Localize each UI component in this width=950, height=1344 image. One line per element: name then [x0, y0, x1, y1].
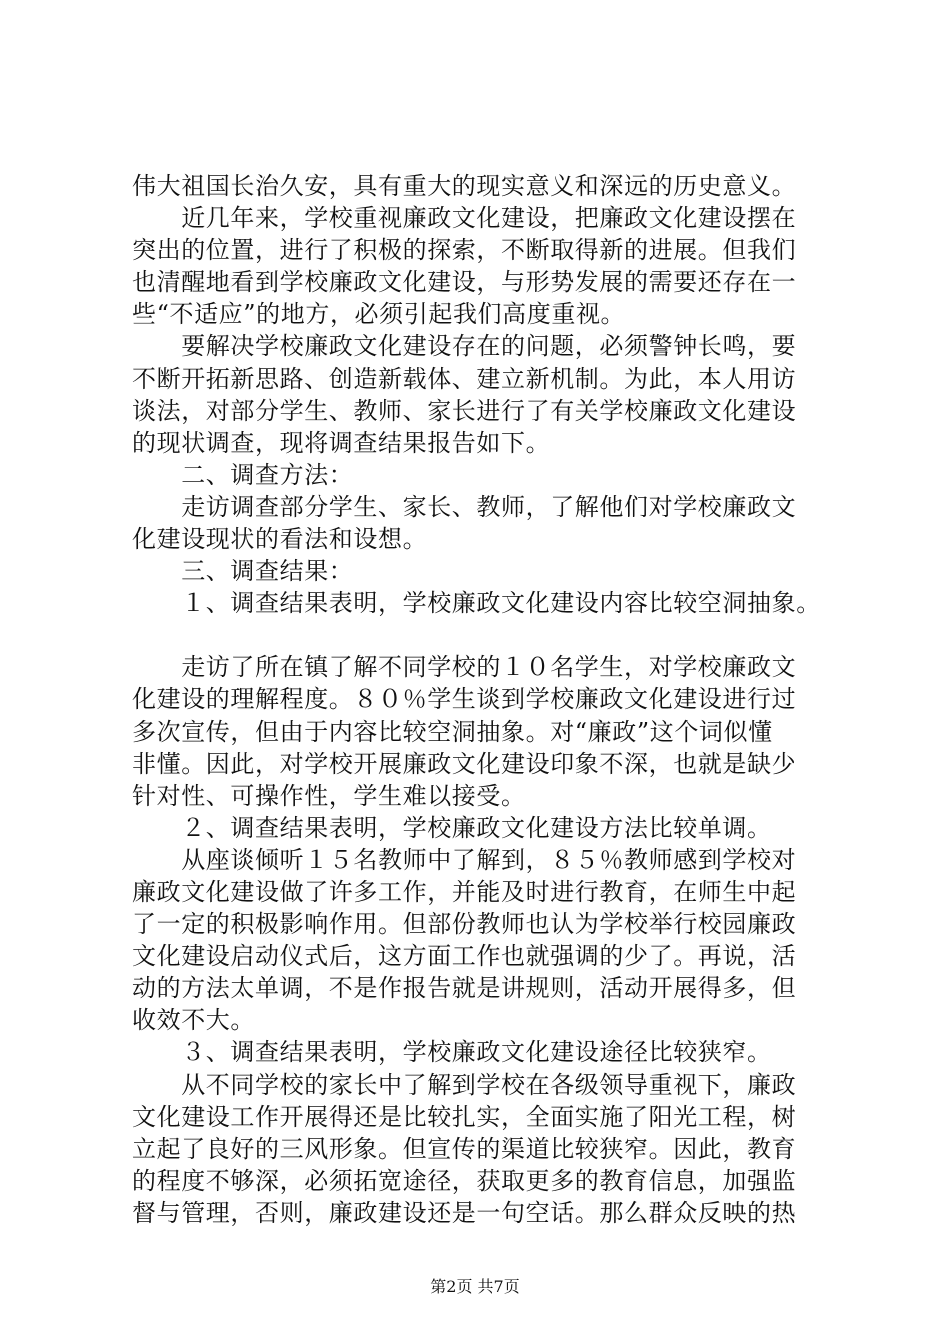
page-number-label: 第2页 共7页 [430, 1277, 520, 1296]
text-line: 从座谈倾听１５名教师中了解到，８５％教师感到学校对 [132, 845, 797, 874]
text-line: 三、调查结果： [132, 557, 354, 586]
text-line: 立起了良好的三风形象。但宣传的渠道比较狭窄。因此，教育 [132, 1134, 797, 1163]
text-line: 谈法，对部分学生、教师、家长进行了有关学校廉政文化建设 [132, 396, 797, 425]
text-line: 督与管理，否则，廉政建设还是一句空话。那么群众反映的热 [132, 1198, 797, 1227]
text-line: 的程度不够深，必须拓宽途径，获取更多的教育信息，加强监 [132, 1166, 797, 1195]
text-line: 走访了所在镇了解不同学校的１０名学生，对学校廉政文 [132, 653, 797, 682]
text-line: 突出的位置，进行了积极的探索，不断取得新的进展。但我们 [132, 236, 797, 265]
text-line: 收效不大。 [132, 1006, 255, 1035]
text-line: 些“不适应”的地方，必须引起我们高度重视。 [132, 300, 626, 329]
text-line: 走访调查部分学生、家长、教师，了解他们对学校廉政文 [132, 492, 797, 521]
text-line: 也清醒地看到学校廉政文化建设，与形势发展的需要还存在一 [132, 268, 797, 297]
text-line: 动的方法太单调，不是作报告就是讲规则，活动开展得多，但 [132, 974, 797, 1003]
text-line: 非懂。因此，对学校开展廉政文化建设印象不深，也就是缺少 [132, 749, 797, 778]
text-line: 针对性、可操作性，学生难以接受。 [132, 781, 526, 810]
text-line: 了一定的积极影响作用。但部份教师也认为学校举行校园廉政 [132, 910, 797, 939]
text-line: 的现状调查，现将调查结果报告如下。 [132, 428, 551, 457]
text-line: 从不同学校的家长中了解到学校在各级领导重视下，廉政 [132, 1070, 797, 1099]
text-line: 文化建设启动仪式后，这方面工作也就强调的少了。再说，活 [132, 942, 797, 971]
text-line: 化建设的理解程度。８０％学生谈到学校廉政文化建设进行过 [132, 685, 797, 714]
text-line: 多次宣传，但由于内容比较空洞抽象。对“廉政”这个词似懂 [132, 717, 773, 746]
text-line: 近几年来，学校重视廉政文化建设，把廉政文化建设摆在 [132, 204, 797, 233]
body-text [132, 170, 822, 1229]
text-line: 伟大祖国长治久安，具有重大的现实意义和深远的历史意义。 [132, 172, 797, 200]
text-line: 不断开拓新思路、创造新载体、建立新机制。为此，本人用访 [132, 364, 797, 393]
text-line: 廉政文化建设做了许多工作，并能及时进行教育，在师生中起 [132, 877, 797, 906]
page-footer [0, 1274, 950, 1297]
text-line: 要解决学校廉政文化建设存在的问题，必须警钟长鸣，要 [132, 332, 797, 361]
text-line: １、调查结果表明，学校廉政文化建设内容比较空洞抽象。 [132, 589, 821, 618]
text-line: 文化建设工作开展得还是比较扎实，全面实施了阳光工程，树 [132, 1102, 797, 1131]
blank-line [132, 619, 822, 651]
text-line: 化建设现状的看法和设想。 [132, 525, 428, 554]
text-line: ２、调查结果表明，学校廉政文化建设方法比较单调。 [132, 813, 772, 842]
text-line: ３、调查结果表明，学校廉政文化建设途径比较狭窄。 [132, 1038, 772, 1067]
text-line: 二、调查方法： [132, 460, 354, 489]
